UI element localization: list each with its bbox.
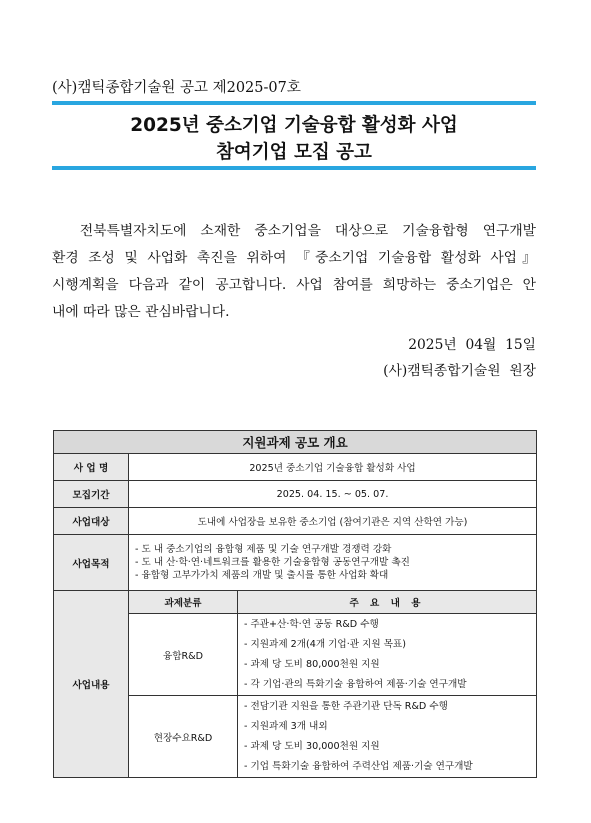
announcement-title bbox=[52, 112, 536, 166]
content-label: 사업내용 bbox=[54, 591, 129, 778]
list-item: - 과제 당 도비 80,000천원 지원 bbox=[244, 658, 380, 670]
category-header: 과제분류 bbox=[129, 591, 238, 614]
list-item: - 전담기관 지원을 통한 주관기관 단독 R&D 수행 bbox=[244, 700, 448, 712]
category-convergence-rnd: 융합R&D bbox=[129, 614, 238, 696]
issuer-signature: (사)캠틱종합기술원 원장 bbox=[383, 363, 536, 379]
intro-line-2: 환경 조성 및 사업화 촉진을 위하여 『중소기업 기술융합 활성화 사업』 bbox=[52, 250, 536, 266]
purpose-item: - 도 내 산·학·연·네트워크를 활용한 기술융합형 공동연구개발 촉진 bbox=[135, 557, 410, 568]
list-item: - 과제 당 도비 30,000천원 지원 bbox=[244, 740, 380, 752]
business-name-value: 2025년 중소기업 기술융합 활성화 사업 bbox=[129, 454, 537, 481]
purpose-item: - 융합형 고부가가치 제품의 개발 및 출시를 통한 사업화 확대 bbox=[135, 570, 389, 581]
convergence-rnd-items bbox=[238, 614, 537, 696]
purpose-label: 사업목적 bbox=[54, 535, 129, 591]
purpose-item: - 도 내 중소기업의 융합형 제품 및 기술 연구개발 경쟁력 강화 bbox=[135, 544, 392, 555]
recruit-period-label: 모집기간 bbox=[54, 481, 129, 508]
bottom-accent-bar bbox=[52, 166, 536, 170]
intro-line-3: 시행계획을 다음과 같이 공고합니다. 사업 참여를 희망하는 중소기업은 안 bbox=[52, 277, 536, 293]
list-item: - 지원과제 2개(4개 기업·관 지원 목표) bbox=[244, 638, 406, 650]
main-content-header: 주 요 내 용 bbox=[238, 591, 537, 614]
target-label: 사업대상 bbox=[54, 508, 129, 535]
target-value: 도내에 사업장을 보유한 중소기업 (참여기관은 지역 산학연 가능) bbox=[129, 508, 537, 535]
purpose-list bbox=[129, 535, 537, 591]
intro-paragraph bbox=[52, 218, 536, 326]
title-line-1: 2025년 중소기업 기술융합 활성화 사업 bbox=[130, 115, 458, 136]
category-field-demand-rnd: 현장수요R&D bbox=[129, 696, 238, 778]
list-item: - 기업 특화기술 융합하여 주력산업 제품·기술 연구개발 bbox=[244, 760, 473, 772]
business-name-label: 사 업 명 bbox=[54, 454, 129, 481]
list-item: - 주관+산·학·연 공동 R&D 수행 bbox=[244, 618, 379, 630]
recruit-period-value: 2025. 04. 15. ~ 05. 07. bbox=[129, 481, 537, 508]
intro-line-4: 내에 따라 많은 관심바랍니다. bbox=[52, 304, 230, 320]
table-title: 지원과제 공모 개요 bbox=[54, 431, 537, 454]
top-accent-bar bbox=[52, 101, 536, 105]
field-demand-rnd-items bbox=[238, 696, 537, 778]
intro-line-1: 전북특별자치도에 소재한 중소기업을 대상으로 기술융합형 연구개발 bbox=[52, 223, 536, 239]
list-item: - 지원과제 3개 내외 bbox=[244, 720, 328, 732]
announcement-date: 2025년 04월 15일 bbox=[408, 337, 536, 353]
notice-number: (사)캠틱종합기술원 공고 제2025-07호 bbox=[52, 80, 301, 96]
list-item: - 각 기업·관의 특화기술 융합하여 제품·기술 연구개발 bbox=[244, 678, 467, 690]
overview-table bbox=[53, 430, 537, 778]
title-line-2: 참여기업 모집 공고 bbox=[216, 142, 372, 163]
